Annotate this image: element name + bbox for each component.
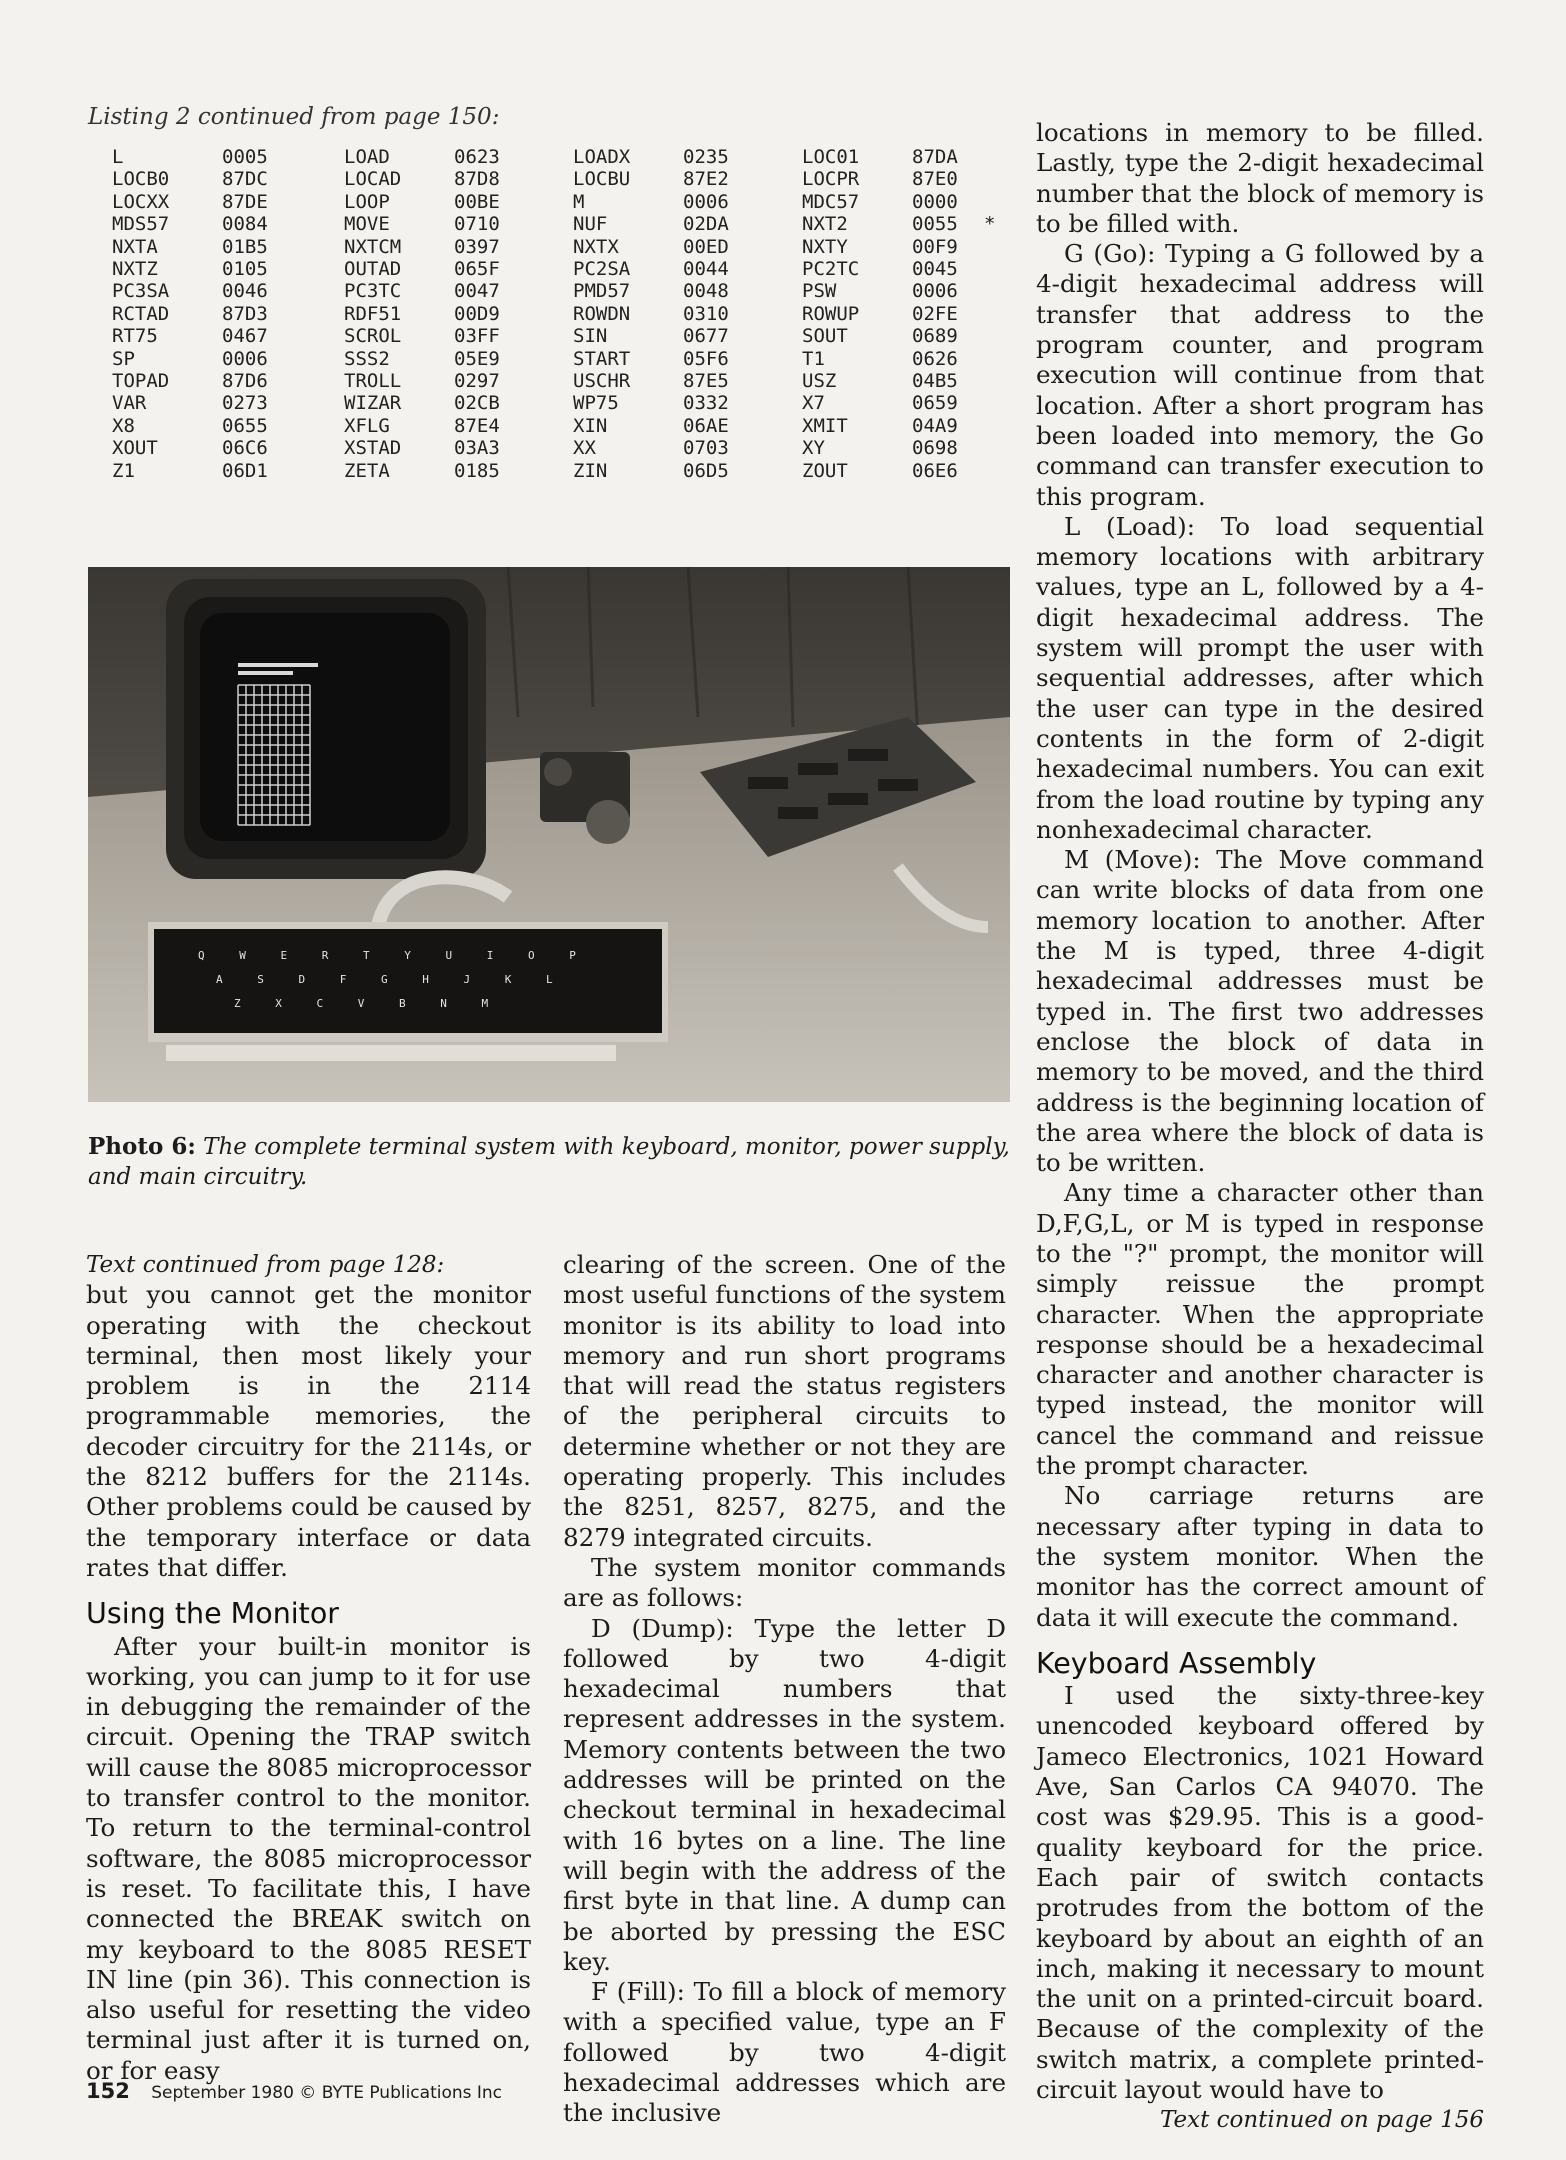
symbol-address: 87DC [222,168,268,191]
symbol-address: 87E2 [683,168,729,191]
caption-label: Photo 6: [88,1133,196,1160]
symbol-address: 02DA [683,213,729,236]
paragraph-go-command: G (Go): Typing a G followed by a 4-digit hexadecimal address will transfer that address to the program counter, and program execution will continue from that location. After a short program has been loaded into memory, the Go command can transfer execution to this program. [1036,239,1484,511]
symbol-name: OUTAD [344,258,402,281]
symbol-name: ZOUT [802,459,848,482]
symbol-address: 04A9 [912,414,958,437]
terminal-photo-illustration [88,567,1010,1102]
symbol-name: LOCBU [573,168,631,191]
symbol-row [802,415,1004,437]
symbol-name: XMIT [802,414,848,437]
symbol-name: ROWDN [573,302,631,325]
symbol-name: L [112,146,124,168]
symbol-row [344,437,526,459]
terminal-system-photo [88,567,1010,1102]
paragraph-dump-command: D (Dump): Type the letter D followed by two 4-digit hexadecimal numbers that represent addresses in the system. Memory contents between the two addresses will be printed on the checkout terminal in hexadecimal with 16 bytes on a line. The line will begin with the address of the first byte in that line. A dump can be aborted by pressing the ESC key. [563,1613,1006,1976]
symbol-row [344,213,526,235]
paragraph: clearing of the screen. One of the most useful functions of the system monitor is its ability to load into memory and run short programs that will read the status registers of the peripheral circuits to determine whether or not they are operating properly. This includes the 8251, 8257, 8275, and the 8279 integrated circuits. [563,1250,1006,1552]
symbol-name: MDS57 [112,213,170,236]
symbol-name: PC3SA [112,280,170,303]
article-column-2 [563,1250,1006,2129]
symbol-row [344,191,526,213]
symbol-row [112,191,294,213]
paragraph: Any time a character other than D,F,G,L, or M is typed in response to the "?" prompt, the monitor will simply reissue the prompt character. When the appropriate response should be a hexadecimal character and another character is typed instead, the monitor will cancel the command and reissue the prompt character. [1036,1178,1484,1481]
keyboard-key-row: Z X C V B N M [234,997,503,1010]
symbol-address: 03A3 [454,437,500,460]
paragraph: locations in memory to be filled. Lastly, type the 2-digit hexadecimal number that the block of memory is to be filled with. [1036,118,1484,238]
symbol-address: 05E9 [454,347,500,370]
symbol-row [112,370,294,392]
continued-from-note: Text continued from page 128: [86,1252,445,1278]
symbol-name: SCROL [344,325,402,348]
symbol-name: XFLG [344,414,390,437]
symbol-address: 06C6 [222,437,268,460]
symbol-address: 06E6 [912,459,958,482]
symbol-row [344,392,526,414]
asterisk-marker: * [984,213,996,236]
caption-text: The complete terminal system with keyboard, monitor, power supply, and main circuitry. [88,1134,1010,1190]
paragraph: After your built-in monitor is working, you can jump to it for use in debugging the remainder of the circuit. Opening the TRAP switch will cause the 8085 microprocessor to transfer control to the monitor. To return to the terminal-control software, the 8085 microprocessor is reset. To facilitate this, I have connected the BREAK switch on my keyboard to the 8085 RESET IN line (pin 36). This connection is also useful for resetting the video terminal just after it is turned on, or for easy [86,1631,531,2085]
symbol-row [573,325,755,347]
symbol-name: XIN [573,414,608,437]
symbol-address: 0046 [222,280,268,303]
symbol-address: 0185 [454,459,500,482]
keyboard-key-row: A S D F G H J K L [216,973,567,986]
symbol-row [344,348,526,370]
symbol-name: NXTX [573,235,619,258]
symbol-row [802,392,1004,414]
symbol-address: 0677 [683,325,729,348]
symbol-row [344,415,526,437]
symbol-row [573,460,755,482]
symbol-address: 0235 [683,146,729,168]
symbol-row [802,191,1004,213]
symbol-name: LOOP [344,190,390,213]
symbol-name: PMD57 [573,280,631,303]
symbol-name: RCTAD [112,302,170,325]
symbol-address: 0044 [683,258,729,281]
symbol-row [802,168,1004,190]
symbol-address: 0047 [454,280,500,303]
symbol-address: 87E4 [454,414,500,437]
symbol-name: MOVE [344,213,390,236]
symbol-address: 0626 [912,347,958,370]
paragraph-move-command: M (Move): The Move command can write blocks of data from one memory location to another. After the M is typed, three 4-digit hexadecimal addresses must be typed in. The first two addresses enclose the block of data in memory to be moved, and the third address is the beginning location of the area where the block of data is to be written. [1036,845,1484,1178]
symbol-row [112,325,294,347]
symbol-name: LOCAD [344,168,402,191]
symbol-name: TOPAD [112,370,170,393]
symbol-name: LOAD [344,146,390,168]
symbol-name: RDF51 [344,302,402,325]
symbol-row [573,348,755,370]
symbol-row [802,348,1004,370]
symbol-name: ZETA [344,459,390,482]
symbol-address: 0332 [683,392,729,415]
symbol-address: 0467 [222,325,268,348]
symbol-row [344,258,526,280]
symbol-address: 06D1 [222,459,268,482]
symbol-address: 87DA [912,146,958,168]
article-column-3 [1036,118,1484,2136]
symbol-row [802,258,1004,280]
symbol-row [344,146,526,168]
symbol-name: X7 [802,392,825,415]
symbol-address: 87D8 [454,168,500,191]
symbol-address: 0105 [222,258,268,281]
continued-on-note: Text continued on page 156 [1159,2107,1484,2134]
symbol-name: ZIN [573,459,608,482]
symbol-name: Z1 [112,459,135,482]
symbol-name: LOADX [573,146,631,168]
symbol-address: 00D9 [454,302,500,325]
symbol-table-column [802,146,1004,482]
symbol-name: PC3TC [344,280,402,303]
symbol-address: 0698 [912,437,958,460]
symbol-name: USCHR [573,370,631,393]
symbol-address: 0045 [912,258,958,281]
symbol-address: 87DE [222,190,268,213]
symbol-address: 00F9 [912,235,958,258]
symbol-address: 0005 [222,146,268,168]
symbol-address: 0006 [222,347,268,370]
symbol-name: XOUT [112,437,158,460]
paragraph-fill-command: F (Fill): To fill a block of memory with a specified value, type an F followed by two 4-digit hexadecimal addresses which are the inclusive [563,1977,1006,2128]
symbol-address: 0006 [683,190,729,213]
section-heading-keyboard-assembly: Keyboard Assembly [1036,1646,1317,1680]
symbol-address: 0703 [683,437,729,460]
symbol-row [112,348,294,370]
symbol-row [802,280,1004,302]
symbol-row [112,258,294,280]
symbol-name: SOUT [802,325,848,348]
symbol-row [573,370,755,392]
symbol-address: 0273 [222,392,268,415]
symbol-name: SP [112,347,135,370]
symbol-row [573,191,755,213]
symbol-row [344,280,526,302]
symbol-address: 0048 [683,280,729,303]
symbol-name: MDC57 [802,190,860,213]
symbol-address: 065F [454,258,500,281]
symbol-row [573,415,755,437]
symbol-table-column [344,146,526,482]
symbol-name: PC2SA [573,258,631,281]
symbol-address: 0710 [454,213,500,236]
symbol-name: M [573,190,585,213]
symbol-row [112,392,294,414]
symbol-address: 0055 [912,213,958,236]
section-heading-using-monitor: Using the Monitor [86,1597,340,1631]
page-footer [86,2079,502,2103]
symbol-name: XY [802,437,825,460]
symbol-address: 87D6 [222,370,268,393]
symbol-row [573,168,755,190]
symbol-row [112,236,294,258]
symbol-row [573,437,755,459]
symbol-name: NXTY [802,235,848,258]
symbol-address: 0084 [222,213,268,236]
paragraph: The system monitor commands are as follows: [563,1552,1006,1613]
symbol-name: RT75 [112,325,158,348]
symbol-row [802,146,1004,168]
symbol-address: 0655 [222,414,268,437]
symbol-row [802,460,1004,482]
symbol-name: LOCXX [112,190,170,213]
symbol-address: 01B5 [222,235,268,258]
symbol-address: 0397 [454,235,500,258]
symbol-address: 0310 [683,302,729,325]
symbol-row [112,303,294,325]
symbol-row [112,213,294,235]
symbol-name: T1 [802,347,825,370]
paragraph: but you cannot get the monitor operating with the checkout terminal, then most likely your problem is in the 2114 programmable memories, the decoder circuitry for the 2114s, or the 8212 buffers for the 2114s. Other problems could be caused by the temporary interface or data rates that differ. [86,1280,531,1582]
symbol-row [802,437,1004,459]
article-column-1 [86,1250,531,2086]
symbol-row [573,258,755,280]
symbol-name: NXTCM [344,235,402,258]
symbol-address: 0006 [912,280,958,303]
symbol-table-column [573,146,755,482]
symbol-row [112,415,294,437]
symbol-address: 00BE [454,190,500,213]
symbol-row [802,236,1004,258]
symbol-row [344,460,526,482]
issue-line: September 1980 © BYTE Publications Inc [151,2083,503,2103]
symbol-row [344,325,526,347]
symbol-row [112,146,294,168]
paragraph-load-command: L (Load): To load sequential memory locations with arbitrary values, type an L, followed by a 4-digit hexadecimal address. The system will prompt the user with sequential addresses, after which the user can type in the desired contents in the form of 2-digit hexadecimal numbers. You can exit from the load routine by typing any nonhexadecimal character. [1036,511,1484,844]
symbol-address: 00ED [683,235,729,258]
symbol-address: 87D3 [222,302,268,325]
symbol-name: WIZAR [344,392,402,415]
symbol-address: 02FE [912,302,958,325]
symbol-row [344,303,526,325]
symbol-row [802,370,1004,392]
symbol-row [802,303,1004,325]
symbol-name: PSW [802,280,837,303]
keyboard-key-row: Q W E R T Y U I O P [198,949,590,962]
symbol-address: 02CB [454,392,500,415]
page-number: 152 [86,2079,130,2103]
symbol-row [112,460,294,482]
symbol-name: NXT2 [802,213,848,236]
listing-heading: Listing 2 continued from page 150: [88,104,500,130]
symbol-name: SSS2 [344,347,390,370]
symbol-name: LOCPR [802,168,860,191]
symbol-name: TROLL [344,370,402,393]
paragraph: No carriage returns are necessary after typing in data to the system monitor. When the monitor has the correct amount of data it will execute the command. [1036,1481,1484,1632]
symbol-name: LOC01 [802,146,860,168]
symbol-address: 04B5 [912,370,958,393]
symbol-row [112,437,294,459]
paragraph: I used the sixty-three-key unencoded keyboard offered by Jameco Electronics, 1021 Howard Ave, San Carlos CA 94070. The cost was $29.95. This is a good-quality keyboard for the price. Each pair of switch contacts protrudes from the bottom of the keyboard by about an eighth of an inch, making it necessary to mount the unit on a printed-circuit board. Because of the complexity of the switch matrix, a complete printed-circuit layout would have to [1036,1681,1484,2104]
symbol-row [573,146,755,168]
symbol-row [573,303,755,325]
symbol-name: X8 [112,414,135,437]
symbol-row [573,213,755,235]
symbol-row [802,325,1004,347]
symbol-row [573,236,755,258]
symbol-address: 06AE [683,414,729,437]
symbol-row [112,280,294,302]
symbol-row [802,213,1004,235]
photo-caption [88,1132,1018,1192]
symbol-name: LOCB0 [112,168,170,191]
symbol-address: 0659 [912,392,958,415]
symbol-row [344,370,526,392]
symbol-address: 05F6 [683,347,729,370]
symbol-name: ROWUP [802,302,860,325]
symbol-name: WP75 [573,392,619,415]
symbol-address: 0623 [454,146,500,168]
symbol-name: VAR [112,392,147,415]
symbol-name: NUF [573,213,608,236]
symbol-address: 87E0 [912,168,958,191]
symbol-row [573,392,755,414]
symbol-name: XSTAD [344,437,402,460]
symbol-name: START [573,347,631,370]
symbol-address: 03FF [454,325,500,348]
symbol-address: 0297 [454,370,500,393]
symbol-name: XX [573,437,596,460]
symbol-row [112,168,294,190]
symbol-name: NXTA [112,235,158,258]
symbol-address: 0689 [912,325,958,348]
symbol-name: PC2TC [802,258,860,281]
symbol-name: USZ [802,370,837,393]
symbol-row [573,280,755,302]
symbol-name: SIN [573,325,608,348]
symbol-row [344,168,526,190]
symbol-address: 0000 [912,190,958,213]
symbol-table-column [112,146,294,482]
symbol-row [344,236,526,258]
symbol-address: 06D5 [683,459,729,482]
symbol-address: 87E5 [683,370,729,393]
symbol-name: NXTZ [112,258,158,281]
